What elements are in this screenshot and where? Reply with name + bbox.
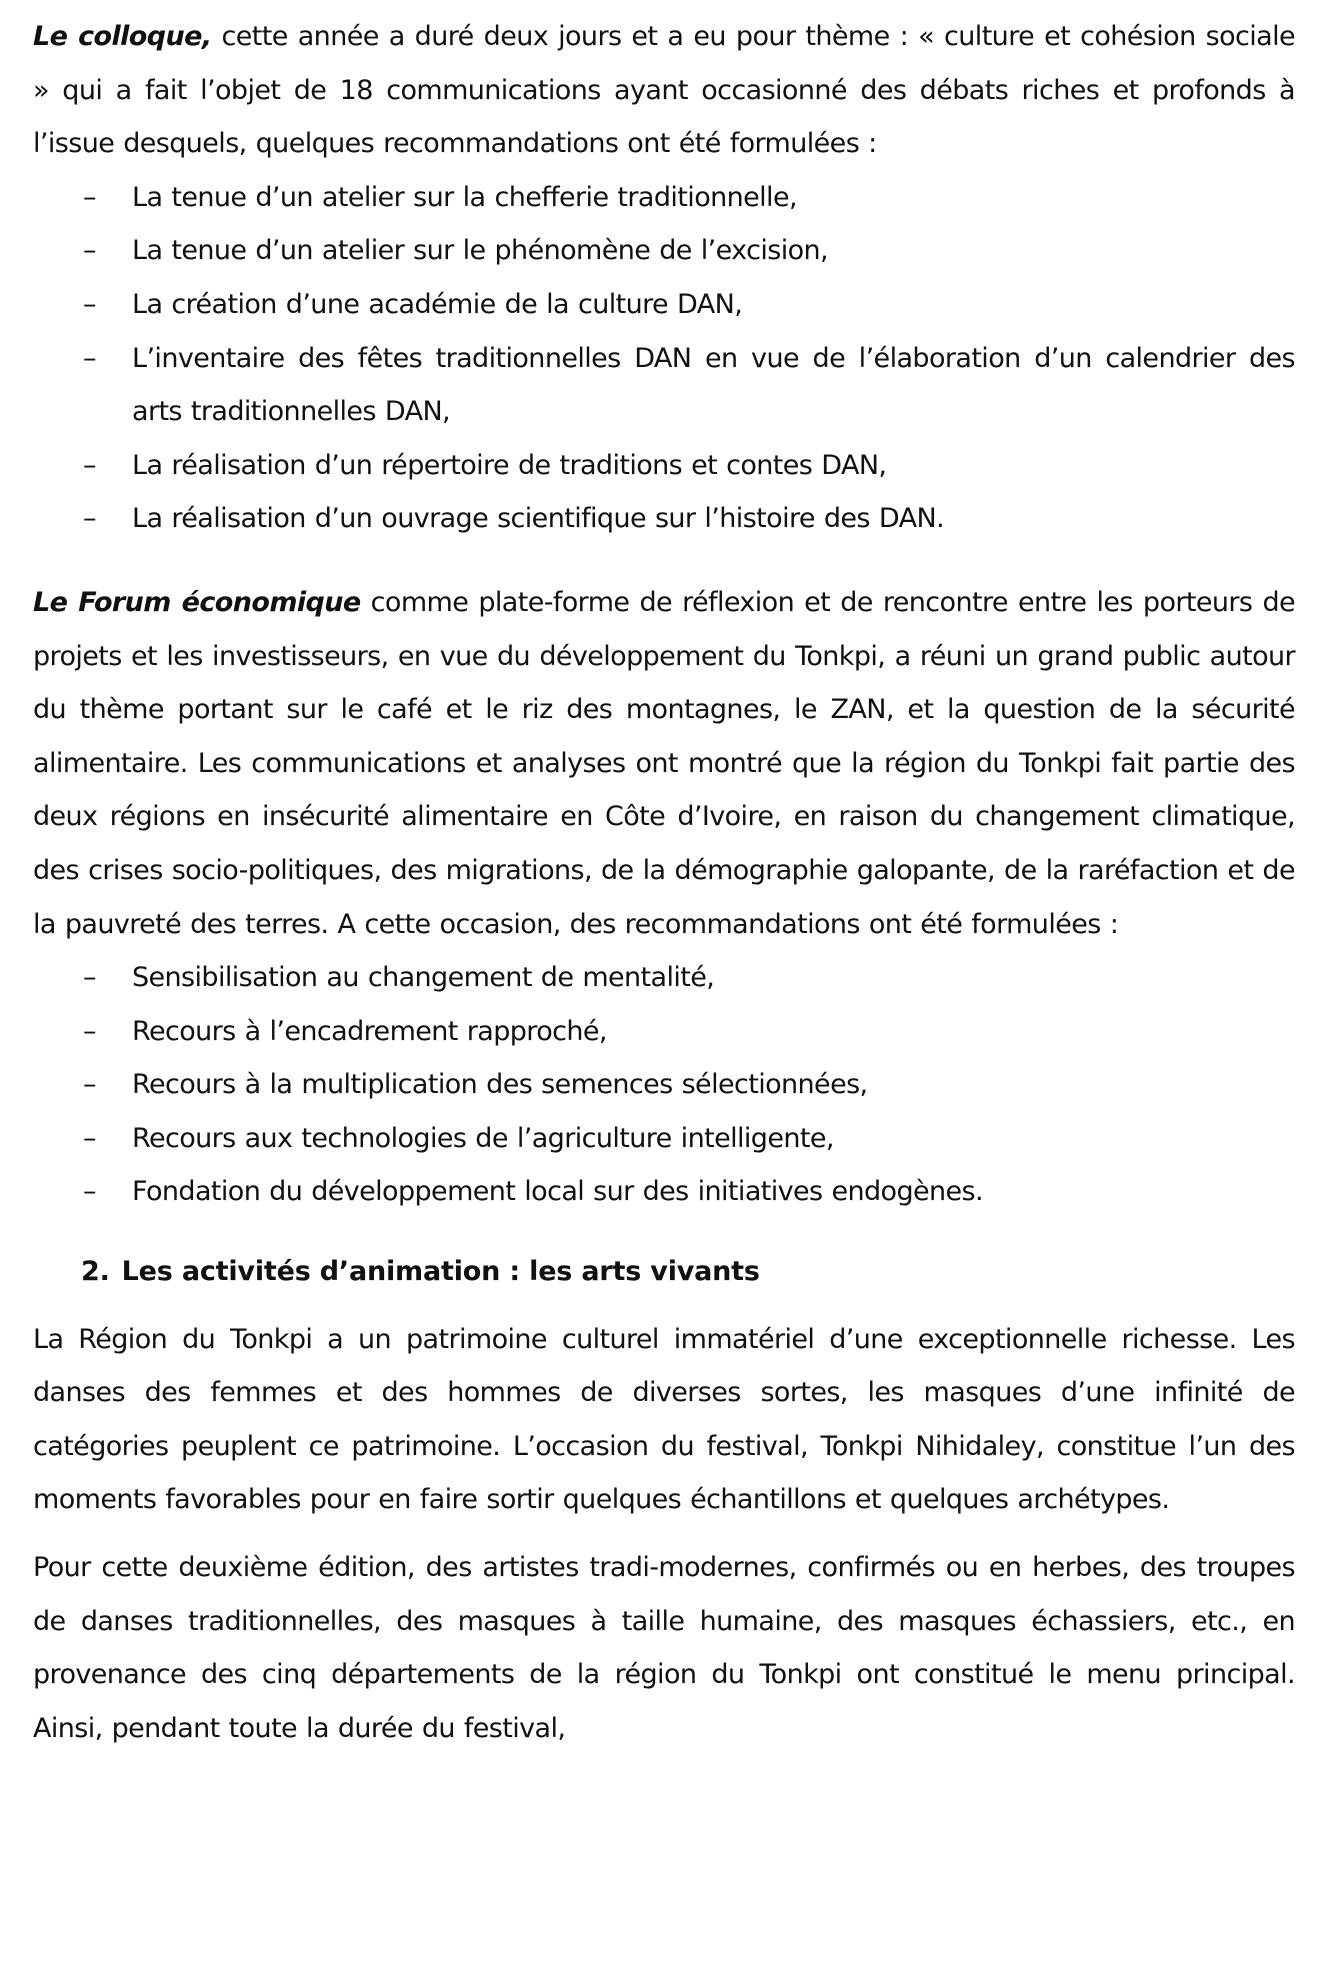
forum-lead: Le Forum économique	[33, 586, 361, 618]
document-page	[33, 10, 1295, 1755]
dash-bullet-icon: –	[83, 181, 96, 213]
list-item: – La réalisation d’un répertoire de traditions et contes DAN,	[33, 439, 1295, 493]
heritage-paragraph: La Région du Tonkpi a un patrimoine culturel immatériel d’une exceptionnelle richesse. Les danses des femmes et des hommes de diverses sortes, les masques d’une infinité de catégories peuplent ce patrimoine. L’occasion du festival, Tonkpi Nihidaley, constitue l’un des moments favorables pour en faire sortir quelques échantillons et quelques archétypes.	[33, 1323, 1295, 1516]
colloque-paragraph	[33, 10, 1295, 171]
section-number: 2.	[81, 1256, 110, 1288]
list-item: – Sensibilisation au changement de mentalité,	[33, 951, 1295, 1005]
colloque-recommendations-list	[33, 171, 1295, 546]
list-item: – La tenue d’un atelier sur le phénomène de l’excision,	[33, 224, 1295, 278]
forum-paragraph	[33, 576, 1295, 951]
list-item: – La tenue d’un atelier sur la chefferie traditionnelle,	[33, 171, 1295, 225]
dash-bullet-icon: –	[83, 449, 96, 481]
dash-bullet-icon: –	[83, 342, 96, 374]
dash-bullet-icon: –	[83, 288, 96, 320]
section-heading	[33, 1245, 1295, 1299]
forum-recommendations-list	[33, 951, 1295, 1219]
spacer	[33, 1527, 1295, 1541]
spacer	[33, 1299, 1295, 1313]
dash-bullet-icon: –	[83, 503, 96, 535]
list-item: – La création d’une académie de la culture DAN,	[33, 278, 1295, 332]
dash-bullet-icon: –	[83, 1122, 96, 1154]
list-item: – L’inventaire des fêtes traditionnelles DAN en vue de l’élaboration d’un calendrier des arts traditionnelles DAN,	[33, 332, 1295, 439]
list-item: – La réalisation d’un ouvrage scientifique sur l’histoire des DAN.	[33, 492, 1295, 546]
list-item: – Fondation du développement local sur des initiatives endogènes.	[33, 1165, 1295, 1219]
colloque-text: cette année a duré deux jours et a eu pour thème : « culture et cohésion sociale » qui a fait l’objet de 18 communications ayant occasionné des débats riches et profonds à l’issue desquels, quelques recommandations ont été formulées :	[33, 21, 1296, 160]
spacer	[33, 546, 1295, 576]
section-title: Les activités d’animation : les arts vivants	[121, 1256, 760, 1288]
edition-paragraph: Pour cette deuxième édition, des artistes tradi-modernes, confirmés ou en herbes, des troupes de danses traditionnelles, des masques à taille humaine, des masques échassiers, etc., en provenance des cinq départements de la région du Tonkpi ont constitué le menu principal. Ainsi, pendant toute la durée du festival,	[33, 1552, 1295, 1744]
list-item: – Recours aux technologies de l’agriculture intelligente,	[33, 1112, 1295, 1166]
forum-text: comme plate-forme de réflexion et de rencontre entre les porteurs de projets et les investisseurs, en vue du développement du Tonkpi, a réuni un grand public autour du thème portant sur le café et le riz des montagnes, le ZAN, et la question de la sécurité alimentaire. Les communications et analyses ont montré que la région du Tonkpi fait partie des deux régions en insécurité alimentaire en Côte d’Ivoire, en raison du changement climatique, des crises socio-politiques, des migrations, de la démographie galopante, de la raréfaction et de la pauvreté des terres. A cette occasion, des recommandations ont été formulées :	[33, 586, 1296, 940]
dash-bullet-icon: –	[83, 235, 96, 267]
colloque-lead: Le colloque,	[33, 21, 212, 52]
dash-bullet-icon: –	[83, 1069, 96, 1101]
dash-bullet-icon: –	[83, 1015, 96, 1047]
list-item: – Recours à la multiplication des semences sélectionnées,	[33, 1058, 1295, 1112]
list-item: – Recours à l’encadrement rapproché,	[33, 1005, 1295, 1059]
dash-bullet-icon: –	[83, 1176, 96, 1208]
dash-bullet-icon: –	[83, 962, 96, 994]
spacer	[33, 1219, 1295, 1245]
